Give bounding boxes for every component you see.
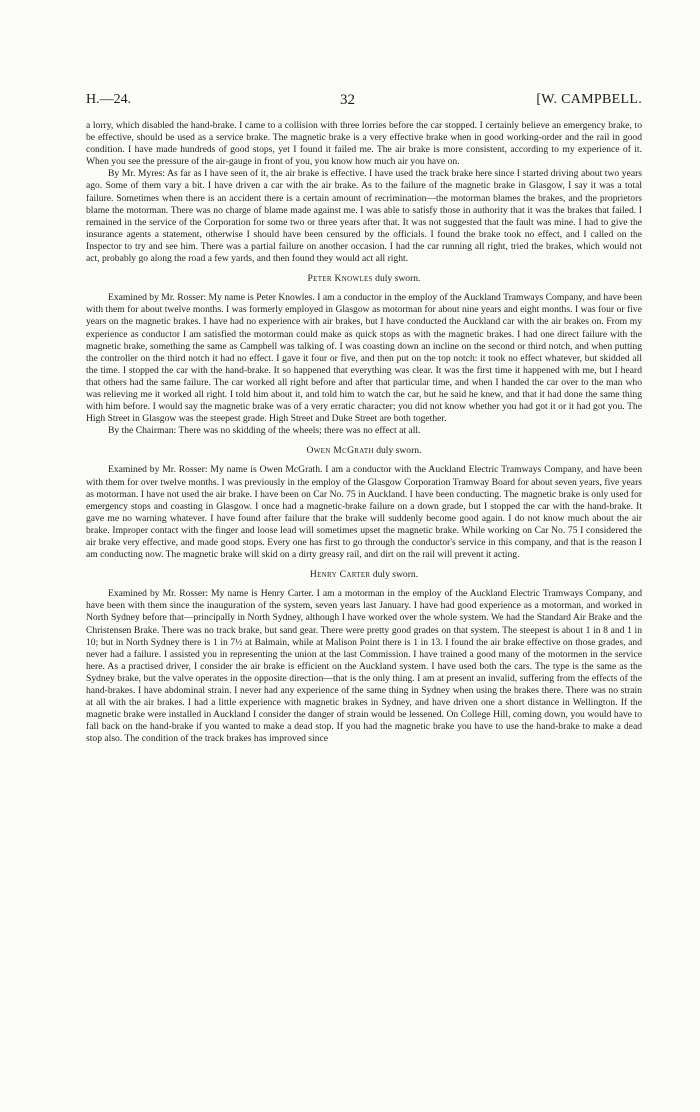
document-reference: H.—24.	[86, 92, 132, 107]
witness-name: Peter Knowles	[307, 273, 373, 285]
witness-name: Owen McGrath	[306, 445, 374, 457]
witness-heading	[86, 569, 642, 581]
witness-heading	[86, 445, 642, 457]
paragraph: Examined by Mr. Rosser: My name is Henry Carter. I am a motorman in the employ of the Auckland Electric Tramways Company, and have been with them since the inauguration of the system, seven years last January. I have had good experience as a motorman, and worked in North Sydney before that—principally in North Sydney, although I have worked over the whole system. We had the Standard Air Brake and the Christensen Brake. There was no track brake, but sand gear. There were pretty good grades on that system. The steepest is about 1 in 8 and 1 in 10; but in North Sydney there is 1 in 7½ at Balmain, while at Malison Point there is 1 in 13. I found the air brake effective on those grades, and never had a failure. I assisted you in representing the union at the last Commission. I have trained a good many of the motormen in the service here. As a practised driver, I consider the air brake is efficient on the Auckland system. I have used both the cars. The type is the same as the Sydney brake, but the valve operates in the opposite direction—that is the only thing. I am at present an invalid, suffering from the effects of the hand-brakes. I have abdominal strain. I never had any experience of the same thing in Sydney when using the brakes there. There was no strain at all with the air brakes. I had a little experience with magnetic brakes in Sydney, and have driven one a short distance in Wellington. If the magnetic brake were installed in Auckland I consider the danger of strain would be lessened. On College Hill, coming down, you would have to fall back on the hand-brake if you wanted to make a dead stop. If you had the magnetic brake you have to use the hand-brake to make a dead stop also. The condition of the track brakes has improved since	[86, 588, 642, 745]
paragraph: a lorry, which disabled the hand-brake. I came to a collision with three lorries before the car stopped. I certainly believe an emergency brake, to be effective, should be used as a service brake. The magnetic brake is a very effective brake when in good working-order and the rail in good condition. I have made hundreds of good stops, yet I found it failed me. The air brake is more consistent, according to my experience of it. When you see the pressure of the air-gauge in front of you, you know how much air you have on.	[86, 120, 642, 168]
page-header	[86, 92, 642, 112]
witness-heading-suffix: duly sworn.	[375, 273, 421, 285]
paragraph: Examined by Mr. Rosser: My name is Peter Knowles. I am a conductor in the employ of the Auckland Tramways Company, and have been with them for about twelve months. I was formerly employed in Glasgow as motorman for about nine years and eight months. I was four or five years on the magnetic brakes. I have had no experience with air brakes, but I have conducted the Auckland car with the air brakes on. From my experience as conductor I am satisfied the motorman could make as quick stops as with the magnetic brakes. I had one direct failure with the magnetic brake, something the same as Campbell was talking of. I was coasting down an incline on the second or third notch, and when putting the controller on the third notch it had no effect. I gave it four or five, and then put on the top notch: it took no effect whatever, but skidded all the time. I stopped the car with the hand-brake. It so happened that everything was clear. It was the first time it happened with me, but I heard that others had the same failure. The car worked all right before and after that particular time, and when I handed the car over to the man who was relieving me it worked all right. I told him about it, and told him to watch the car, but he said he knew, and that it had done the same thing with him before. I would say the magnetic brake was of a very erratic character; you did not know whether you had got it or it had got you. The High Street in Glasgow was the steepest grade. High Street and Duke Street are both together.	[86, 292, 642, 425]
body-text	[86, 120, 642, 746]
paragraph: Examined by Mr. Rosser: My name is Owen McGrath. I am a conductor with the Auckland Electric Tramways Company, and have been with them for over twelve months. I was previously in the employ of the Glasgow Corporation Tramway Board for about seven years, five years as motorman. I have not used the air brake. I have been on Car No. 75 in Auckland. I have been conducting. The magnetic brake is only used for emergency stops and coasting in Glasgow. I once had a magnetic-brake failure on a down grade, but I stopped the car with the hand-brake. It gave me no warning whatever. I have found after failure that the brake will suddenly become good again. I do not know much about the air brake. Improper contact with the finger and loose lead will sometimes upset the magnetic brake. While working on Car No. 75 I considered the air brake very effective, and made good stops. Every one has first to go through the conductor's service in this company, and that is the reason I am conducting now. The magnetic brake will skid on a dirty greasy rail, and dirt on the rail will prevent it acting.	[86, 464, 642, 561]
witness-heading-suffix: duly sworn.	[376, 445, 422, 457]
witness-heading	[86, 273, 642, 285]
paragraph: By the Chairman: There was no skidding of the wheels; there was no effect at all.	[108, 425, 421, 437]
witness-heading-suffix: duly sworn.	[372, 569, 419, 581]
page-number: 32	[340, 92, 355, 108]
witness-name: Henry Carter	[309, 569, 371, 581]
witness-running-head: [W. CAMPBELL.	[536, 92, 642, 107]
paragraph: By Mr. Myres: As far as I have seen of it, the air brake is effective. I have used the track brake here since I started driving about two years ago. Some of them vary a bit. I have driven a car with the air brake. As to the failure of the magnetic brake in Glasgow, I say it was a total failure. Sometimes when there is an accident there is a certain amount of recrimination—the motorman blames the brakes, and the proprietors blame the motorman. There was no charge of blame made against me. I was able to satisfy those in authority that it was the brakes that failed. I remained in the service of the Corporation for some two or three years after that. It was not suggested that the fault was mine. I had to give the insurance agents a statement, otherwise I should have been censured by the officials. I found the brake took no effect, and I called on the Inspector to try and see him. There was a partial failure on another occasion. I had the car running all right, tried the brakes, which would not act, probably go along the road a few yards, and then found they would act all right.	[86, 168, 642, 265]
